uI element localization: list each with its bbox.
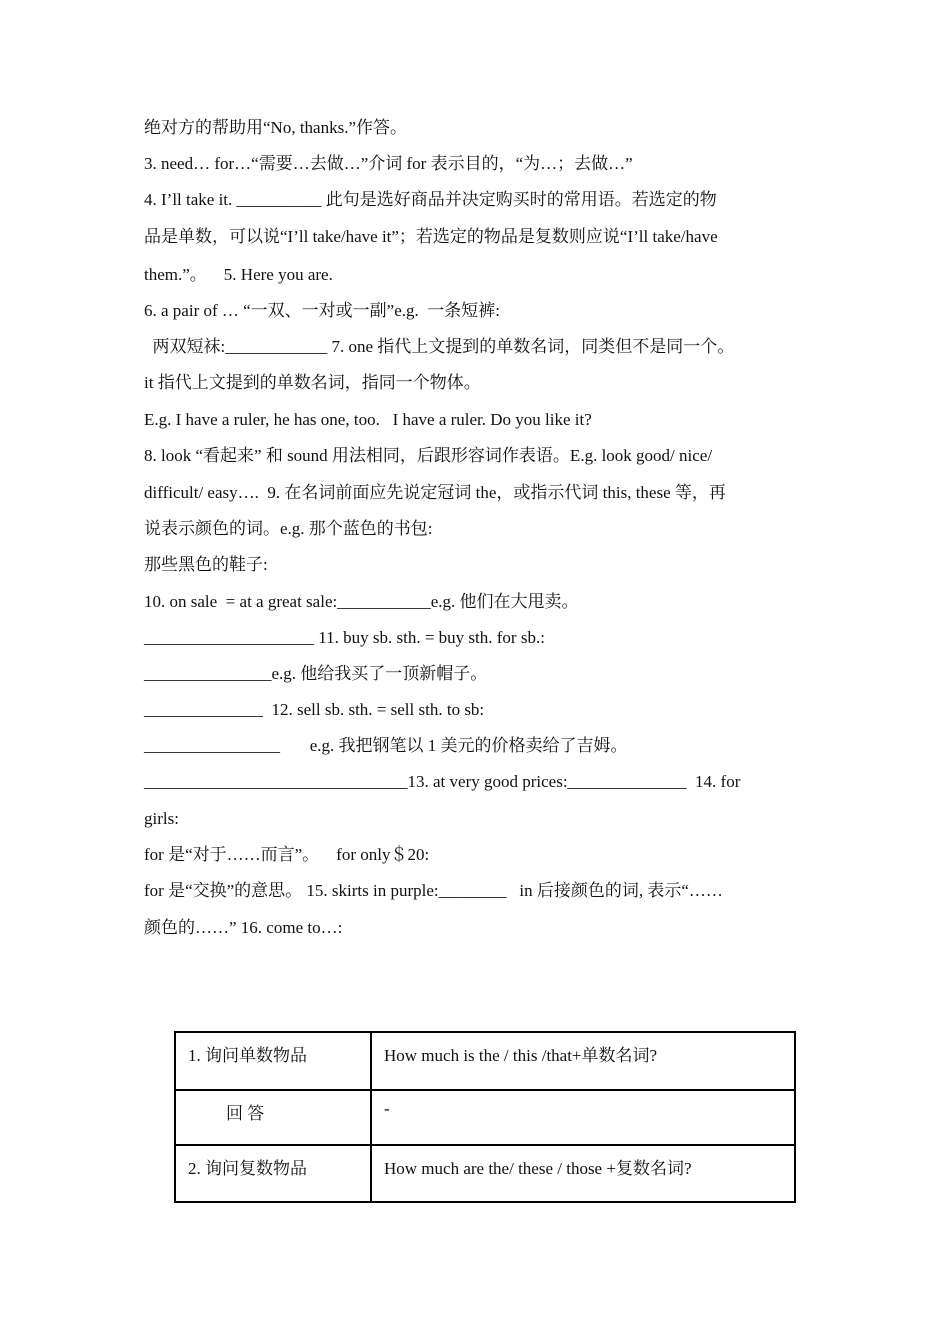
text-line-21: for 是“对于……而言”。 for only＄20:	[144, 845, 430, 864]
text-line-18: ________________ e.g. 我把钢笔以 1 美元的价格卖给了吉姆。	[144, 736, 628, 755]
table-cell-label: 1. 询问单数物品	[175, 1032, 371, 1090]
text-line-15: ____________________ 11. buy sb. sth. = buy sth. for sb.:	[144, 628, 545, 647]
text-line-8: it 指代上文提到的单数名词，指同一个物体。	[144, 373, 481, 392]
text-line-11: difficult/ easy…. 9. 在名词前面应先说定冠词 the，或指示代词 this, these 等，再	[144, 483, 726, 502]
text-line-14: 10. on sale = at a great sale:___________e.g. 他们在大甩卖。	[144, 592, 579, 611]
text-line-12: 说表示颜色的词。e.g. 那个蓝色的书包:	[144, 519, 433, 538]
text-line-22: for 是“交换”的意思。 15. skirts in purple:________ in 后接颜色的词, 表示“……	[144, 881, 723, 900]
text-line-17: ______________ 12. sell sb. sth. = sell sth. to sb:	[144, 700, 485, 719]
text-line-7: 两双短袜:____________ 7. one 指代上文提到的单数名词，同类但不是同一个。	[144, 337, 735, 356]
table-row	[175, 1032, 795, 1090]
text-line-19: _______________________________13. at very good prices:______________ 14. for	[144, 772, 741, 791]
text-line-13: 那些黑色的鞋子:	[144, 555, 268, 574]
table-row	[175, 1145, 795, 1202]
text-line-10: 8. look “看起来” 和 sound 用法相同，后跟形容词作表语。E.g. look good/ nice/	[144, 446, 713, 465]
table-row	[175, 1090, 795, 1145]
table-cell-content: -	[371, 1090, 795, 1145]
text-line-20: girls:	[144, 809, 179, 828]
table-cell-label	[175, 1090, 371, 1145]
answer-label: 回 答	[226, 1104, 265, 1123]
text-line-23: 颜色的……” 16. come to…:	[144, 918, 343, 937]
table-cell-label: 2. 询问复数物品	[175, 1145, 371, 1202]
table-cell-content: How much are the/ these / those +复数名词?	[371, 1145, 795, 1202]
table-cell-content: How much is the / this /that+单数名词?	[371, 1032, 795, 1090]
text-line-2: 3. need… for…“需要…去做…”介词 for 表示目的，“为…；去做…”	[144, 154, 633, 173]
text-line-6: 6. a pair of … “一双、一对或一副”e.g. 一条短裤:	[144, 301, 500, 320]
text-line-9: E.g. I have a ruler, he has one, too. I have a ruler. Do you like it?	[144, 410, 592, 429]
text-line-5: them.”。 5. Here you are.	[144, 265, 333, 284]
price-question-table	[174, 1031, 796, 1203]
text-line-3: 4. I’ll take it. __________ 此句是选好商品并决定购买时的常用语。若选定的物	[144, 190, 717, 209]
text-line-16: _______________e.g. 他给我买了一顶新帽子。	[144, 664, 488, 683]
text-line-4: 品是单数，可以说“I’ll take/have it”；若选定的物品是复数则应说“I’ll take/have	[144, 227, 718, 246]
text-line-1: 绝对方的帮助用“No, thanks.”作答。	[144, 118, 408, 137]
